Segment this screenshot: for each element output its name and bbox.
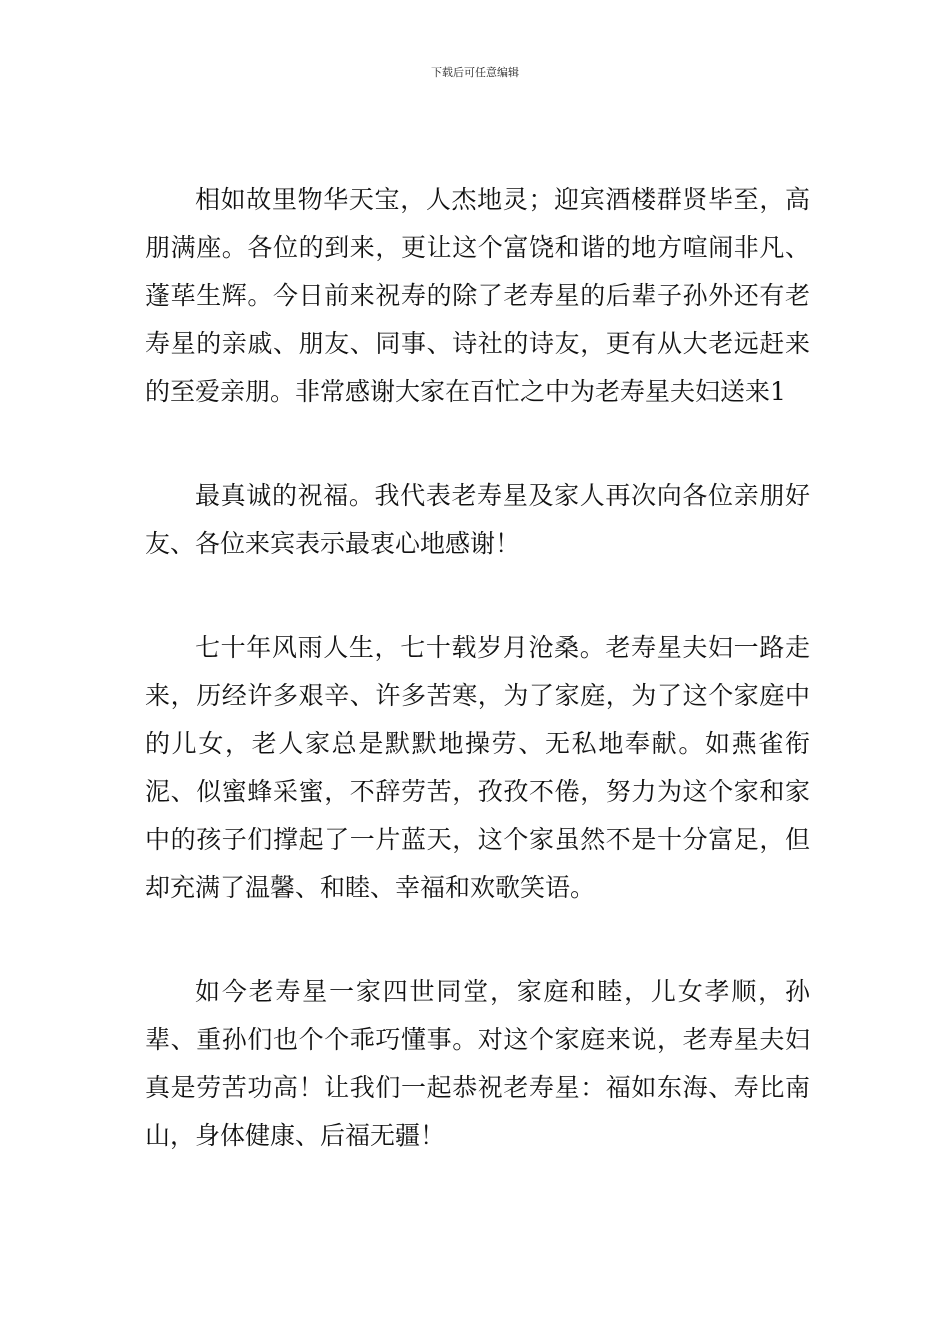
page-header: 下载后可任意编辑 (431, 66, 519, 79)
paragraph-4: 如今老寿星一家四世同堂，家庭和睦，儿女孝顺，孙辈、重孙们也个个乖巧懂事。对这个家庭来说，老寿星夫妇真是劳苦功高！让我们一起恭祝老寿星：福如东海、寿比南山，身体健康、后福无疆！ (145, 977, 810, 1150)
paragraph-2: 最真诚的祝福。我代表老寿星及家人再次向各位亲朋好友、各位来宾表示最衷心地感谢！ (145, 481, 810, 558)
paragraph-1: 相如故里物华天宝，人杰地灵；迎宾酒楼群贤毕至，高朋满座。各位的到来，更让这个富饶和谐的地方喧闹非凡、蓬荜生辉。今日前来祝寿的除了老寿星的后辈子孙外还有老寿星的亲戚、朋友、同事、诗社的诗友，更有从大老远赶来的至爱亲朋。非常感谢大家在百忙之中为老寿星夫妇送来1 (145, 185, 810, 406)
paragraph-3: 七十年风雨人生，七十载岁月沧桑。老寿星夫妇一路走来，历经许多艰辛、许多苦寒，为了家庭，为了这个家庭中的儿女，老人家总是默默地操劳、无私地奉献。如燕雀衔泥、似蜜蜂采蜜，不辞劳苦，孜孜不倦，努力为这个家和家中的孩子们撑起了一片蓝天，这个家虽然不是十分富足，但却充满了温馨、和睦、幸福和欢歌笑语。 (145, 633, 810, 902)
document-body (145, 176, 810, 1160)
